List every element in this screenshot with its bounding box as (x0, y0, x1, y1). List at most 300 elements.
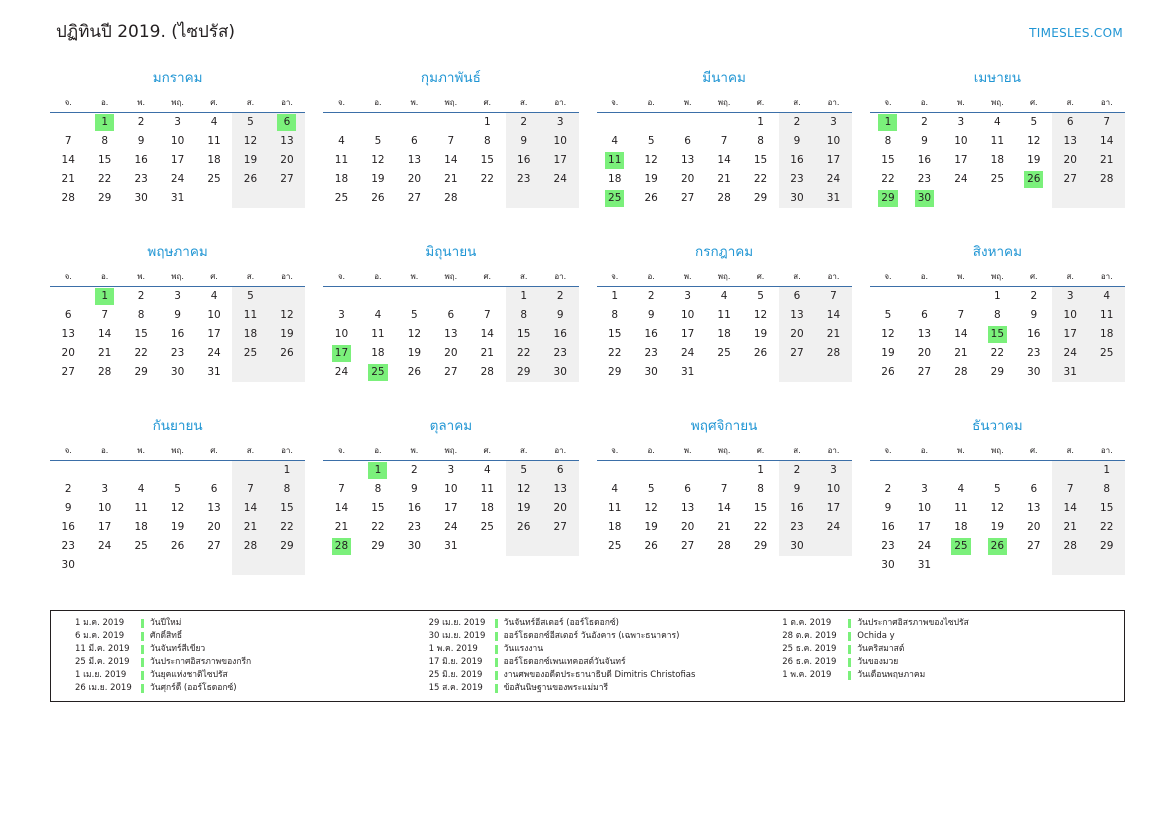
day-cell[interactable] (943, 132, 979, 151)
day-cell[interactable] (779, 537, 815, 556)
day-cell[interactable] (86, 537, 122, 556)
day-cell[interactable] (232, 344, 268, 363)
day-cell[interactable] (542, 480, 579, 499)
day-cell[interactable] (396, 499, 432, 518)
day-cell[interactable] (1016, 113, 1052, 132)
day-cell[interactable] (396, 480, 432, 499)
day-cell[interactable] (1052, 363, 1088, 382)
day-cell[interactable] (433, 306, 469, 325)
day-cell[interactable] (1088, 132, 1125, 151)
day-cell[interactable] (159, 189, 195, 208)
day-cell[interactable] (870, 170, 906, 189)
day-cell[interactable] (323, 518, 359, 537)
day-cell[interactable] (542, 170, 579, 189)
day-cell[interactable] (123, 287, 159, 306)
day-cell[interactable] (323, 325, 359, 344)
day-cell[interactable] (742, 151, 778, 170)
day-cell[interactable] (269, 344, 306, 363)
day-cell[interactable] (360, 537, 396, 556)
day-cell[interactable] (815, 151, 852, 170)
day-cell[interactable] (597, 537, 633, 556)
day-cell[interactable] (597, 499, 633, 518)
day-cell[interactable] (906, 306, 942, 325)
day-cell[interactable] (1088, 113, 1125, 132)
day-cell[interactable] (506, 518, 542, 537)
day-cell[interactable] (906, 113, 942, 132)
day-cell[interactable] (870, 151, 906, 170)
day-cell[interactable] (506, 306, 542, 325)
day-cell[interactable] (597, 189, 633, 208)
day-cell[interactable] (542, 113, 579, 132)
day-cell[interactable] (196, 480, 232, 499)
day-cell[interactable] (742, 325, 778, 344)
day-cell[interactable] (706, 151, 742, 170)
day-cell[interactable] (979, 151, 1015, 170)
day-cell[interactable] (506, 287, 542, 306)
day-cell[interactable] (1016, 480, 1052, 499)
day-cell[interactable] (815, 287, 852, 306)
day-cell[interactable] (433, 170, 469, 189)
day-cell[interactable] (742, 132, 778, 151)
day-cell[interactable] (360, 325, 396, 344)
day-cell[interactable] (232, 170, 268, 189)
day-cell[interactable] (906, 480, 942, 499)
day-cell[interactable] (943, 518, 979, 537)
day-cell[interactable] (360, 480, 396, 499)
day-cell[interactable] (1088, 461, 1125, 480)
day-cell[interactable] (1088, 518, 1125, 537)
day-cell[interactable] (196, 518, 232, 537)
day-cell[interactable] (159, 363, 195, 382)
day-cell[interactable] (232, 113, 268, 132)
day-cell[interactable] (597, 170, 633, 189)
day-cell[interactable] (542, 287, 579, 306)
day-cell[interactable] (542, 363, 579, 382)
day-cell[interactable] (123, 151, 159, 170)
day-cell[interactable] (779, 170, 815, 189)
day-cell[interactable] (396, 518, 432, 537)
day-cell[interactable] (597, 363, 633, 382)
day-cell[interactable] (1088, 499, 1125, 518)
day-cell[interactable] (396, 344, 432, 363)
day-cell[interactable] (669, 132, 705, 151)
day-cell[interactable] (360, 363, 396, 382)
day-cell[interactable] (506, 363, 542, 382)
day-cell[interactable] (633, 537, 669, 556)
day-cell[interactable] (86, 287, 122, 306)
day-cell[interactable] (742, 480, 778, 499)
day-cell[interactable] (232, 499, 268, 518)
day-cell[interactable] (86, 306, 122, 325)
day-cell[interactable] (542, 325, 579, 344)
day-cell[interactable] (1016, 537, 1052, 556)
day-cell[interactable] (742, 189, 778, 208)
day-cell[interactable] (360, 151, 396, 170)
day-cell[interactable] (815, 189, 852, 208)
day-cell[interactable] (360, 170, 396, 189)
day-cell[interactable] (396, 306, 432, 325)
day-cell[interactable] (433, 363, 469, 382)
day-cell[interactable] (1088, 151, 1125, 170)
day-cell[interactable] (232, 537, 268, 556)
day-cell[interactable] (396, 325, 432, 344)
day-cell[interactable] (469, 480, 505, 499)
day-cell[interactable] (779, 132, 815, 151)
day-cell[interactable] (469, 151, 505, 170)
day-cell[interactable] (123, 344, 159, 363)
day-cell[interactable] (1088, 537, 1125, 556)
day-cell[interactable] (870, 518, 906, 537)
day-cell[interactable] (906, 537, 942, 556)
day-cell[interactable] (1052, 306, 1088, 325)
day-cell[interactable] (86, 363, 122, 382)
day-cell[interactable] (433, 189, 469, 208)
day-cell[interactable] (396, 537, 432, 556)
day-cell[interactable] (1016, 151, 1052, 170)
day-cell[interactable] (669, 325, 705, 344)
day-cell[interactable] (779, 189, 815, 208)
day-cell[interactable] (815, 132, 852, 151)
day-cell[interactable] (979, 537, 1015, 556)
day-cell[interactable] (123, 113, 159, 132)
day-cell[interactable] (815, 461, 852, 480)
day-cell[interactable] (1052, 344, 1088, 363)
day-cell[interactable] (633, 344, 669, 363)
day-cell[interactable] (870, 556, 906, 575)
day-cell[interactable] (906, 499, 942, 518)
day-cell[interactable] (669, 537, 705, 556)
day-cell[interactable] (50, 537, 86, 556)
day-cell[interactable] (943, 325, 979, 344)
day-cell[interactable] (979, 518, 1015, 537)
day-cell[interactable] (269, 480, 306, 499)
day-cell[interactable] (433, 480, 469, 499)
day-cell[interactable] (706, 306, 742, 325)
day-cell[interactable] (1088, 480, 1125, 499)
day-cell[interactable] (469, 363, 505, 382)
day-cell[interactable] (433, 325, 469, 344)
day-cell[interactable] (906, 151, 942, 170)
day-cell[interactable] (542, 132, 579, 151)
day-cell[interactable] (1052, 499, 1088, 518)
day-cell[interactable] (360, 461, 396, 480)
day-cell[interactable] (123, 537, 159, 556)
day-cell[interactable] (633, 480, 669, 499)
day-cell[interactable] (815, 113, 852, 132)
day-cell[interactable] (269, 499, 306, 518)
day-cell[interactable] (742, 499, 778, 518)
day-cell[interactable] (779, 480, 815, 499)
day-cell[interactable] (597, 325, 633, 344)
day-cell[interactable] (706, 189, 742, 208)
day-cell[interactable] (742, 306, 778, 325)
day-cell[interactable] (196, 287, 232, 306)
day-cell[interactable] (1016, 499, 1052, 518)
day-cell[interactable] (943, 537, 979, 556)
day-cell[interactable] (1052, 480, 1088, 499)
day-cell[interactable] (50, 344, 86, 363)
day-cell[interactable] (196, 306, 232, 325)
day-cell[interactable] (396, 132, 432, 151)
day-cell[interactable] (433, 461, 469, 480)
day-cell[interactable] (196, 132, 232, 151)
day-cell[interactable] (1052, 132, 1088, 151)
day-cell[interactable] (506, 480, 542, 499)
day-cell[interactable] (669, 344, 705, 363)
day-cell[interactable] (633, 132, 669, 151)
day-cell[interactable] (506, 499, 542, 518)
day-cell[interactable] (669, 480, 705, 499)
day-cell[interactable] (323, 170, 359, 189)
day-cell[interactable] (159, 499, 195, 518)
day-cell[interactable] (232, 151, 268, 170)
day-cell[interactable] (469, 113, 505, 132)
day-cell[interactable] (669, 518, 705, 537)
day-cell[interactable] (633, 363, 669, 382)
day-cell[interactable] (906, 132, 942, 151)
day-cell[interactable] (50, 518, 86, 537)
day-cell[interactable] (469, 518, 505, 537)
day-cell[interactable] (196, 363, 232, 382)
day-cell[interactable] (906, 170, 942, 189)
day-cell[interactable] (779, 287, 815, 306)
day-cell[interactable] (1016, 344, 1052, 363)
day-cell[interactable] (269, 461, 306, 480)
day-cell[interactable] (706, 537, 742, 556)
day-cell[interactable] (979, 170, 1015, 189)
day-cell[interactable] (943, 113, 979, 132)
day-cell[interactable] (706, 287, 742, 306)
day-cell[interactable] (742, 113, 778, 132)
day-cell[interactable] (815, 306, 852, 325)
day-cell[interactable] (633, 325, 669, 344)
day-cell[interactable] (323, 537, 359, 556)
day-cell[interactable] (1016, 518, 1052, 537)
day-cell[interactable] (979, 325, 1015, 344)
day-cell[interactable] (269, 325, 306, 344)
day-cell[interactable] (86, 113, 122, 132)
day-cell[interactable] (123, 170, 159, 189)
day-cell[interactable] (506, 170, 542, 189)
day-cell[interactable] (706, 132, 742, 151)
day-cell[interactable] (1052, 325, 1088, 344)
day-cell[interactable] (86, 344, 122, 363)
day-cell[interactable] (323, 363, 359, 382)
day-cell[interactable] (1088, 325, 1125, 344)
day-cell[interactable] (86, 132, 122, 151)
day-cell[interactable] (159, 287, 195, 306)
day-cell[interactable] (779, 499, 815, 518)
day-cell[interactable] (779, 461, 815, 480)
day-cell[interactable] (232, 306, 268, 325)
day-cell[interactable] (123, 480, 159, 499)
day-cell[interactable] (123, 189, 159, 208)
day-cell[interactable] (870, 480, 906, 499)
day-cell[interactable] (870, 306, 906, 325)
day-cell[interactable] (542, 499, 579, 518)
day-cell[interactable] (979, 306, 1015, 325)
day-cell[interactable] (669, 363, 705, 382)
day-cell[interactable] (779, 151, 815, 170)
day-cell[interactable] (1052, 287, 1088, 306)
day-cell[interactable] (50, 363, 86, 382)
day-cell[interactable] (360, 518, 396, 537)
day-cell[interactable] (906, 189, 942, 208)
day-cell[interactable] (232, 325, 268, 344)
day-cell[interactable] (742, 461, 778, 480)
day-cell[interactable] (433, 132, 469, 151)
day-cell[interactable] (196, 170, 232, 189)
day-cell[interactable] (506, 132, 542, 151)
day-cell[interactable] (323, 344, 359, 363)
day-cell[interactable] (323, 132, 359, 151)
day-cell[interactable] (706, 170, 742, 189)
day-cell[interactable] (943, 499, 979, 518)
day-cell[interactable] (433, 518, 469, 537)
day-cell[interactable] (979, 287, 1015, 306)
day-cell[interactable] (815, 480, 852, 499)
day-cell[interactable] (360, 499, 396, 518)
day-cell[interactable] (742, 287, 778, 306)
day-cell[interactable] (815, 518, 852, 537)
day-cell[interactable] (269, 306, 306, 325)
day-cell[interactable] (123, 132, 159, 151)
day-cell[interactable] (779, 306, 815, 325)
day-cell[interactable] (597, 306, 633, 325)
day-cell[interactable] (159, 518, 195, 537)
day-cell[interactable] (669, 151, 705, 170)
day-cell[interactable] (196, 344, 232, 363)
day-cell[interactable] (50, 189, 86, 208)
day-cell[interactable] (86, 480, 122, 499)
day-cell[interactable] (815, 344, 852, 363)
day-cell[interactable] (979, 344, 1015, 363)
day-cell[interactable] (633, 151, 669, 170)
day-cell[interactable] (943, 151, 979, 170)
day-cell[interactable] (943, 170, 979, 189)
day-cell[interactable] (1088, 306, 1125, 325)
day-cell[interactable] (633, 306, 669, 325)
day-cell[interactable] (269, 518, 306, 537)
day-cell[interactable] (269, 113, 306, 132)
day-cell[interactable] (597, 518, 633, 537)
day-cell[interactable] (943, 306, 979, 325)
day-cell[interactable] (506, 325, 542, 344)
day-cell[interactable] (50, 306, 86, 325)
day-cell[interactable] (360, 306, 396, 325)
day-cell[interactable] (360, 189, 396, 208)
day-cell[interactable] (779, 325, 815, 344)
day-cell[interactable] (742, 537, 778, 556)
day-cell[interactable] (1016, 306, 1052, 325)
day-cell[interactable] (50, 499, 86, 518)
day-cell[interactable] (870, 344, 906, 363)
day-cell[interactable] (633, 499, 669, 518)
day-cell[interactable] (979, 113, 1015, 132)
day-cell[interactable] (815, 325, 852, 344)
day-cell[interactable] (779, 518, 815, 537)
day-cell[interactable] (323, 306, 359, 325)
day-cell[interactable] (159, 325, 195, 344)
day-cell[interactable] (86, 151, 122, 170)
day-cell[interactable] (906, 344, 942, 363)
day-cell[interactable] (159, 151, 195, 170)
day-cell[interactable] (706, 499, 742, 518)
day-cell[interactable] (633, 518, 669, 537)
day-cell[interactable] (542, 306, 579, 325)
day-cell[interactable] (870, 325, 906, 344)
day-cell[interactable] (706, 518, 742, 537)
day-cell[interactable] (433, 537, 469, 556)
day-cell[interactable] (232, 518, 268, 537)
day-cell[interactable] (123, 306, 159, 325)
day-cell[interactable] (706, 325, 742, 344)
day-cell[interactable] (159, 480, 195, 499)
day-cell[interactable] (196, 537, 232, 556)
day-cell[interactable] (706, 344, 742, 363)
day-cell[interactable] (633, 287, 669, 306)
day-cell[interactable] (870, 499, 906, 518)
day-cell[interactable] (979, 363, 1015, 382)
day-cell[interactable] (1052, 170, 1088, 189)
day-cell[interactable] (943, 480, 979, 499)
day-cell[interactable] (50, 170, 86, 189)
day-cell[interactable] (86, 499, 122, 518)
day-cell[interactable] (433, 344, 469, 363)
day-cell[interactable] (469, 132, 505, 151)
day-cell[interactable] (1052, 113, 1088, 132)
day-cell[interactable] (123, 363, 159, 382)
site-brand[interactable]: TIMESLES.COM (1029, 26, 1123, 40)
day-cell[interactable] (1016, 132, 1052, 151)
day-cell[interactable] (396, 461, 432, 480)
day-cell[interactable] (943, 363, 979, 382)
day-cell[interactable] (906, 518, 942, 537)
day-cell[interactable] (196, 499, 232, 518)
day-cell[interactable] (159, 306, 195, 325)
day-cell[interactable] (433, 151, 469, 170)
day-cell[interactable] (469, 306, 505, 325)
day-cell[interactable] (815, 499, 852, 518)
day-cell[interactable] (542, 344, 579, 363)
day-cell[interactable] (159, 537, 195, 556)
day-cell[interactable] (50, 132, 86, 151)
day-cell[interactable] (123, 325, 159, 344)
day-cell[interactable] (360, 132, 396, 151)
day-cell[interactable] (779, 344, 815, 363)
day-cell[interactable] (669, 189, 705, 208)
day-cell[interactable] (50, 480, 86, 499)
day-cell[interactable] (159, 344, 195, 363)
day-cell[interactable] (633, 170, 669, 189)
day-cell[interactable] (943, 344, 979, 363)
day-cell[interactable] (742, 518, 778, 537)
day-cell[interactable] (870, 113, 906, 132)
day-cell[interactable] (597, 151, 633, 170)
day-cell[interactable] (669, 306, 705, 325)
day-cell[interactable] (323, 189, 359, 208)
day-cell[interactable] (506, 151, 542, 170)
day-cell[interactable] (1088, 344, 1125, 363)
day-cell[interactable] (469, 461, 505, 480)
day-cell[interactable] (979, 132, 1015, 151)
day-cell[interactable] (396, 151, 432, 170)
day-cell[interactable] (669, 287, 705, 306)
day-cell[interactable] (269, 132, 306, 151)
day-cell[interactable] (1052, 151, 1088, 170)
day-cell[interactable] (870, 132, 906, 151)
day-cell[interactable] (196, 113, 232, 132)
